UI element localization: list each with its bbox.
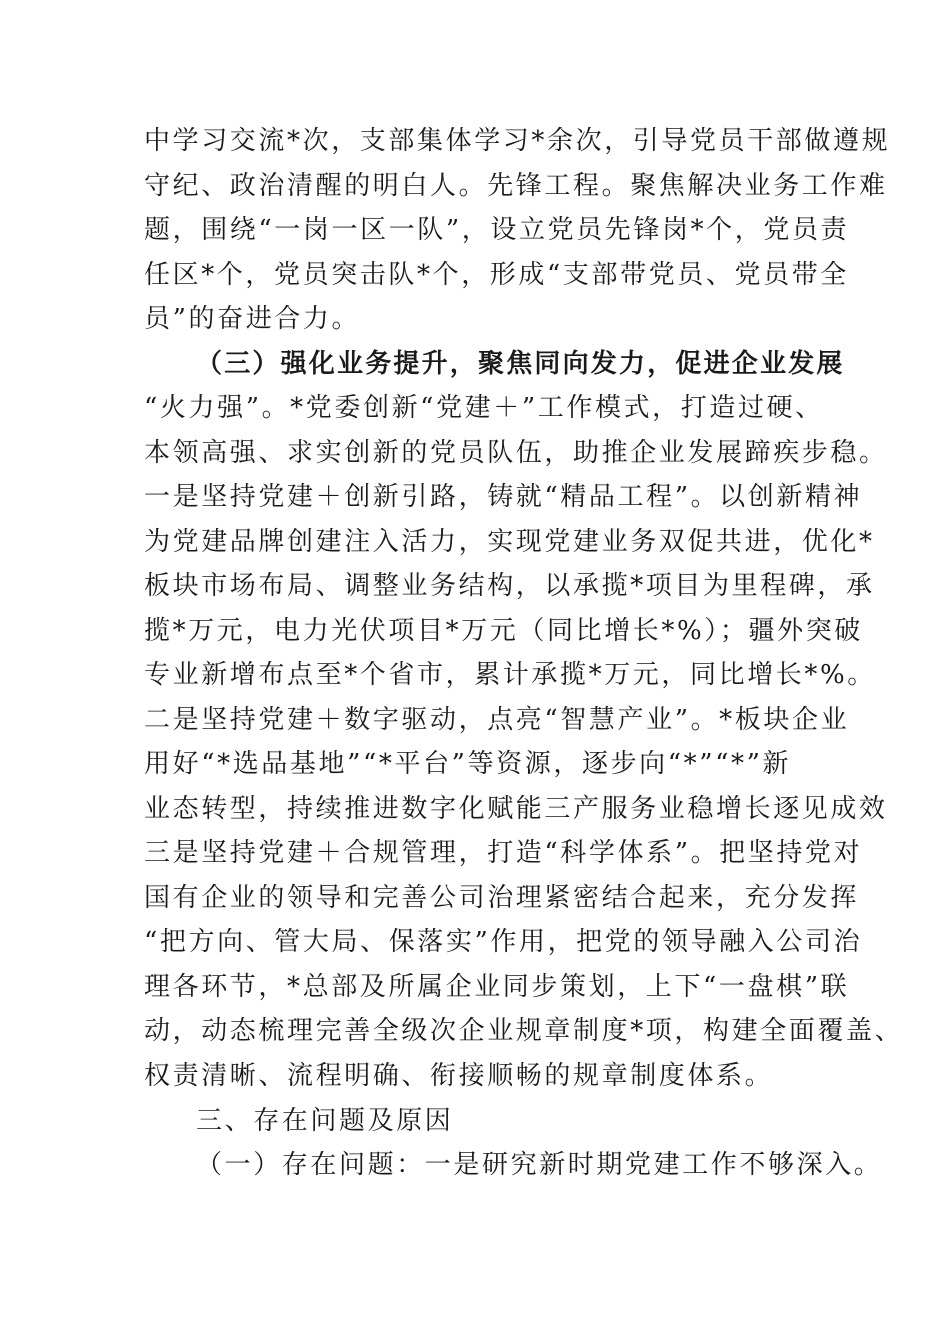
section-heading-main: 三、存在问题及原因 bbox=[196, 1106, 454, 1136]
body-text-line: 中学习交流*次，支部集体学习*余次，引导党员干部做遵规 bbox=[144, 126, 891, 156]
body-text-line: 一是坚持党建＋创新引路，铸就“精品工程”。以创新精神 bbox=[144, 482, 863, 512]
body-text-line: 动，动态梳理完善全级次企业规章制度*项，构建全面覆盖、 bbox=[144, 1016, 904, 1046]
body-text-line: 用好“*选品基地”“*平台”等资源，逐步向“*”“*”新 bbox=[144, 749, 792, 779]
body-text-line: 题，围绕“一岗一区一队”，设立党员先锋岗*个，党员责 bbox=[144, 215, 850, 245]
body-text-line: 三是坚持党建＋合规管理，打造“科学体系”。把坚持党对 bbox=[144, 838, 863, 868]
body-text-line: 员”的奋进合力。 bbox=[144, 304, 361, 334]
body-text-line: 揽*万元，电力光伏项目*万元（同比增长*%）；疆外突破 bbox=[144, 616, 863, 646]
body-text-line: 本领高强、求实创新的党员队伍，助推企业发展蹄疾步稳。 bbox=[144, 438, 888, 468]
body-text-line: “把方向、管大局、保落实”作用，把党的领导融入公司治 bbox=[144, 927, 863, 957]
body-text-line: 业态转型，持续推进数字化赋能三产服务业稳增长逐见成效 bbox=[144, 794, 888, 824]
body-text-line: 权责清晰、流程明确、衔接顺畅的规章制度体系。 bbox=[144, 1061, 774, 1091]
body-text-line: 守纪、政治清醒的明白人。先锋工程。聚焦解决业务工作难 bbox=[144, 171, 888, 201]
body-text-line: 专业新增布点至*个省市，累计承揽*万元，同比增长*%。 bbox=[144, 660, 876, 690]
body-text-line: “火力强”。*党委创新“党建＋”工作模式，打造过硬、 bbox=[144, 393, 824, 423]
body-text-line: 二是坚持党建＋数字驱动，点亮“智慧产业”。*板块企业 bbox=[144, 705, 850, 735]
subsection-heading: （一）存在问题：一是研究新时期党建工作不够深入。 bbox=[196, 1150, 883, 1180]
body-text-line: 板块市场布局、调整业务结构，以承揽*项目为里程碑，承 bbox=[144, 571, 875, 601]
body-text-line: 任区*个，党员突击队*个，形成“支部带党员、党员带全 bbox=[144, 260, 849, 290]
body-text-line: 国有企业的领导和完善公司治理紧密结合起来，充分发挥 bbox=[144, 883, 860, 913]
section-heading-3: （三）强化业务提升，聚焦同向发力，促进企业发展 bbox=[196, 349, 845, 379]
body-text-line: 为党建品牌创建注入活力，实现党建业务双促共进，优化* bbox=[144, 527, 875, 557]
body-text-line: 理各环节，*总部及所属企业同步策划，上下“一盘棋”联 bbox=[144, 972, 850, 1002]
